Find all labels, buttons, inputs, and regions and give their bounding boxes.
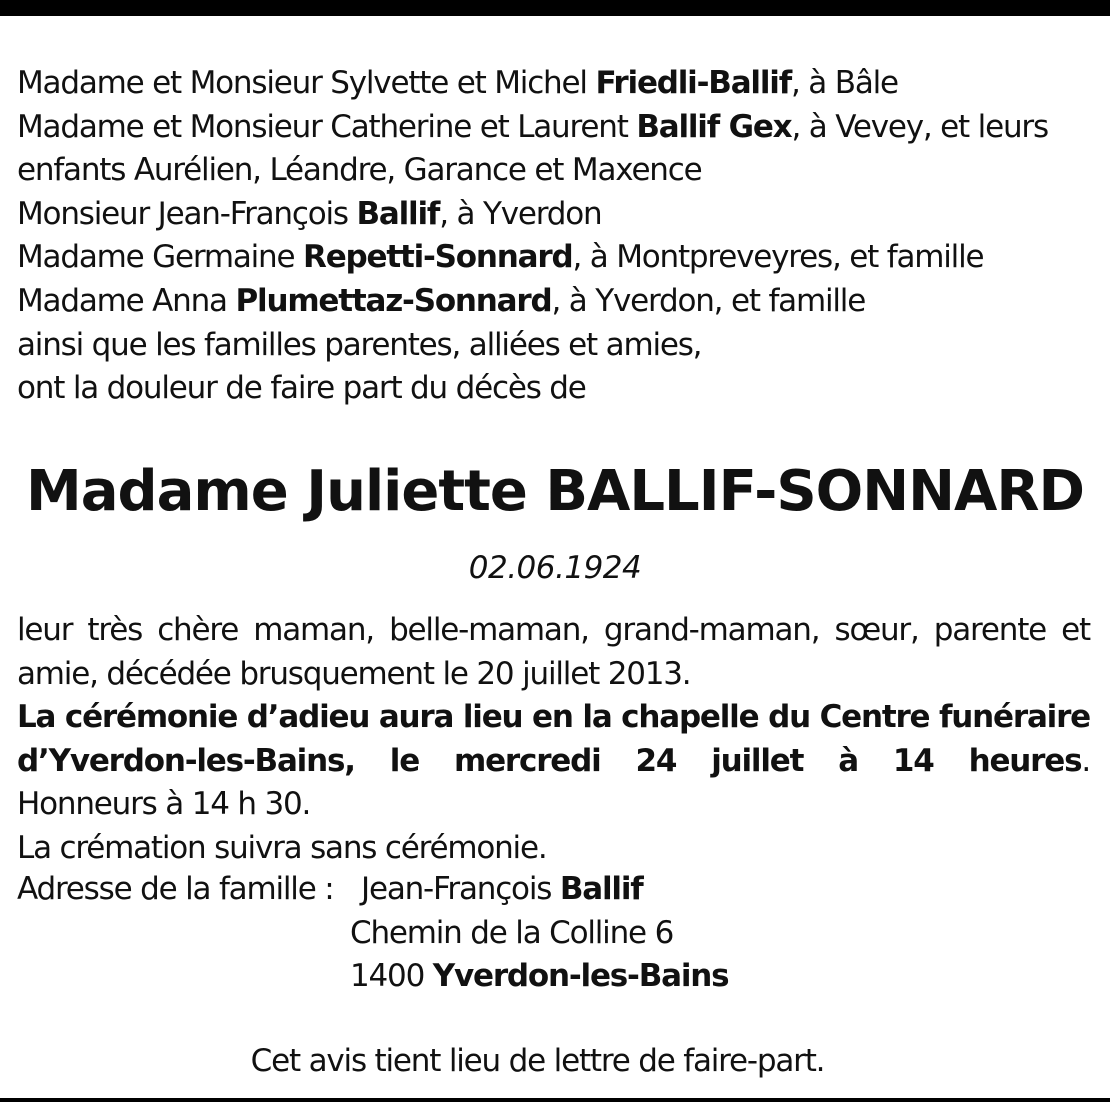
family-text: Madame et Monsieur Catherine et Laurent (17, 108, 637, 145)
family-line (17, 236, 1090, 280)
address-city-line (17, 955, 1090, 999)
address-street: Chemin de la Colline 6 (350, 914, 674, 951)
family-place: , à Montpreveyres, et famille (572, 239, 984, 276)
family-line (17, 280, 1090, 324)
address-first-row (17, 868, 1090, 912)
family-name: Friedli-Ballif (595, 65, 791, 101)
honours-line: Honneurs à 14 h 30. (17, 786, 311, 823)
address-city: Yverdon-les-Bains (432, 958, 729, 995)
family-line (17, 193, 1090, 237)
relation-line: leur très chère maman, belle-maman, grand-maman, sœur, parente et (17, 612, 1090, 648)
recipient-last-name: Ballif (559, 871, 643, 907)
family-place: , à Vevey, et leurs (791, 108, 1048, 145)
ceremony-text: d’Yverdon-les-Bains, le mercredi 24 juillet à 14 heures (17, 742, 1082, 779)
ceremony-text: La cérémonie d’adieu aura lieu en la chapelle du Centre funéraire (17, 699, 1090, 736)
family-name: Ballif Gex (636, 108, 792, 145)
family-place: , à Yverdon, et famille (551, 282, 866, 319)
family-line (17, 62, 1090, 106)
family-place: , à Bâle (791, 65, 898, 101)
recipient-first-name: Jean-François (361, 871, 560, 907)
family-name: Plumettaz-Sonnard (235, 282, 552, 319)
family-text: Monsieur Jean-François (17, 195, 357, 232)
family-address (17, 868, 1090, 999)
family-text: Madame et Monsieur Sylvette et Michel (17, 65, 596, 101)
address-label: Adresse de la famille : (17, 871, 334, 907)
bottom-rule (0, 1098, 1110, 1102)
family-line (17, 106, 1090, 150)
relation-line: amie, décédée brusquement le 20 juillet 2013. (17, 655, 691, 692)
birth-date: 02.06.1924 (468, 550, 642, 586)
deceased-name: Madame Juliette BALLIF-SONNARD (26, 459, 1084, 524)
address-postcode: 1400 (350, 958, 433, 995)
footer-note: Cet avis tient lieu de lettre de faire-part. (250, 1043, 825, 1079)
family-line: enfants Aurélien, Léandre, Garance et Maxence (17, 152, 702, 189)
announcement-line: ont la douleur de faire part du décès de (17, 370, 586, 407)
top-rule (0, 0, 1110, 16)
cremation-line: La crémation suivra sans cérémonie. (17, 829, 547, 866)
family-place: , à Yverdon (439, 195, 602, 232)
ceremony-period: . (1081, 742, 1090, 779)
notice-details (17, 609, 1090, 871)
family-line: ainsi que les familles parentes, alliées et amies, (17, 326, 702, 363)
address-recipient (361, 868, 643, 912)
family-name: Ballif (356, 195, 440, 232)
family-name: Repetti-Sonnard (303, 239, 573, 276)
family-text: Madame Anna (17, 282, 236, 319)
family-list (17, 62, 1090, 411)
family-text: Madame Germaine (17, 239, 304, 276)
ceremony-line (17, 696, 1090, 740)
ceremony-line (17, 740, 1090, 784)
